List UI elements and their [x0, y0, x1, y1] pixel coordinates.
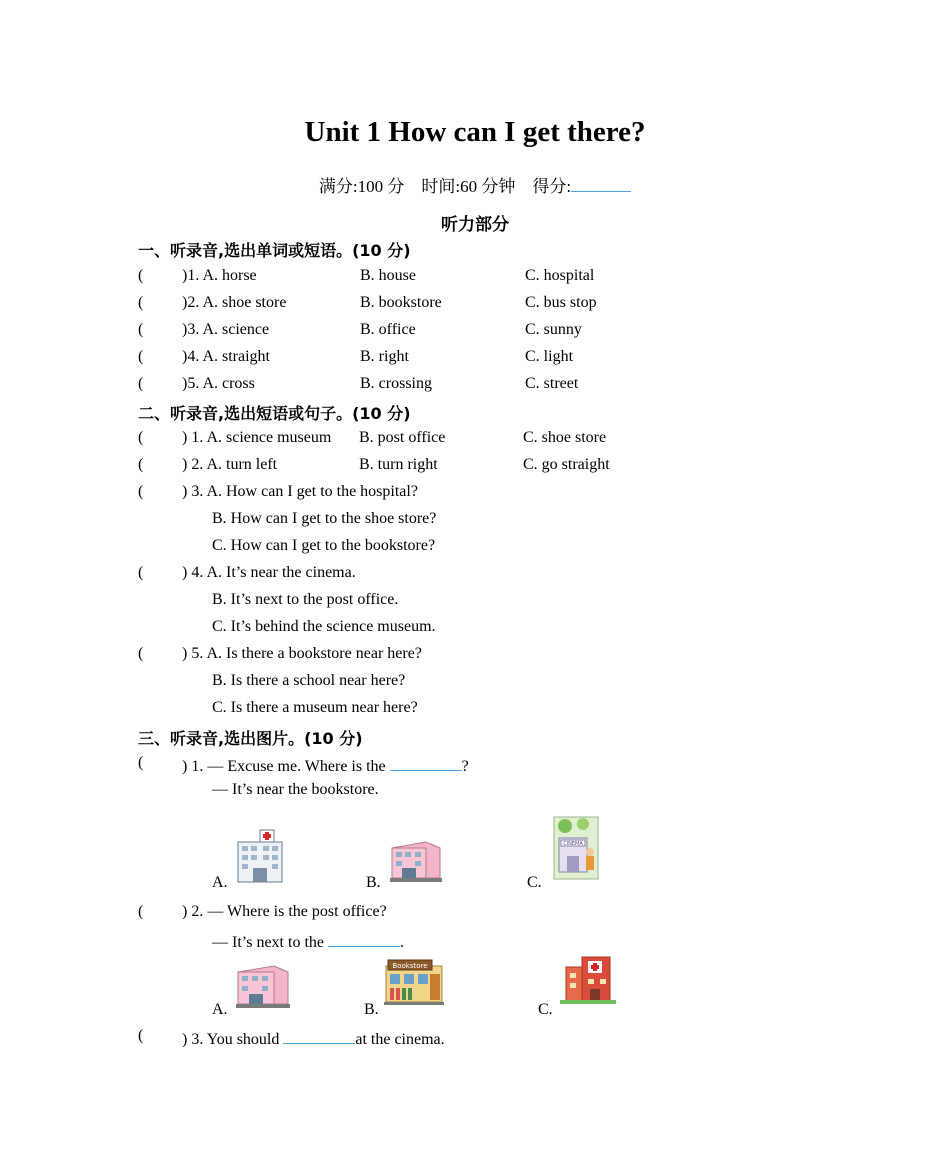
answer-paren[interactable]: ( — [138, 348, 144, 365]
answer-paren[interactable]: ( — [138, 483, 144, 500]
s3-q1-label-c: C. — [527, 874, 542, 891]
s3-q2-end: . — [399, 934, 404, 951]
score-blank[interactable] — [571, 175, 631, 192]
s3-q3-text: ) 3. You should — [182, 1031, 284, 1048]
answer-paren[interactable]: ( — [138, 321, 144, 338]
s2-q1-option-a: ) 1. A. science museum — [182, 429, 332, 446]
answer-paren[interactable]: ( — [138, 375, 144, 392]
s1-q3-option-b: B. office — [360, 321, 416, 338]
hospital-image[interactable] — [234, 828, 286, 884]
s2-q5-option-a: ) 5. A. Is there a bookstore near here? — [182, 645, 422, 662]
s1-q2-option-b: B. bookstore — [360, 294, 442, 311]
s2-q3-option-c: C. How can I get to the bookstore? — [212, 537, 436, 554]
exam-info — [0, 172, 950, 197]
answer-paren[interactable]: ( — [138, 645, 144, 662]
s2-q3-option-a: ) 3. A. How can I get to the hospital? — [182, 483, 418, 500]
s2-q4-option-c: C. It’s behind the science museum. — [212, 618, 436, 635]
answer-paren[interactable]: ( — [138, 564, 144, 581]
s1-q3-option-c: C. sunny — [525, 321, 582, 338]
page-title: Unit 1 How can I get there? — [304, 116, 646, 148]
pink-building-image[interactable] — [388, 838, 444, 884]
s2-q1-option-b: B. post office — [359, 429, 446, 446]
score-label: 得分: — [532, 177, 572, 196]
s2-q2-option-c: C. go straight — [523, 456, 610, 473]
bookstore-image[interactable] — [384, 958, 444, 1006]
time-label: 时间:60 分钟 — [421, 177, 516, 196]
s1-q5-option-a: )5. A. cross — [182, 375, 255, 392]
answer-paren[interactable]: ( — [138, 267, 144, 284]
s3-q2-label-a: A. — [212, 1001, 228, 1018]
answer-paren[interactable]: ( — [138, 754, 144, 771]
answer-paren[interactable]: ( — [138, 429, 144, 446]
s2-q2-option-b: B. turn right — [359, 456, 438, 473]
cinema-sign: CINEMA — [563, 841, 583, 847]
s3-q1-end: ? — [461, 758, 469, 775]
s1-q1-option-b: B. house — [360, 267, 416, 284]
s1-q2-option-a: )2. A. shoe store — [182, 294, 287, 311]
s1-q4-option-a: )4. A. straight — [182, 348, 270, 365]
listening-part-title: 听力部分 — [441, 215, 509, 235]
s2-q1-option-c: C. shoe store — [523, 429, 607, 446]
s2-q2-option-a: ) 2. A. turn left — [182, 456, 278, 473]
s3-q2-line1: ) 2. — Where is the post office? — [182, 903, 387, 920]
s1-q4-option-b: B. right — [360, 348, 409, 365]
s3-q2-line2 — [212, 930, 404, 952]
s1-q5-option-c: C. street — [525, 375, 579, 392]
s1-q4-option-c: C. light — [525, 348, 574, 365]
answer-paren[interactable]: ( — [138, 1027, 144, 1044]
fill-blank[interactable] — [283, 1027, 355, 1044]
s3-q3-line1 — [182, 1027, 445, 1049]
section-1-heading: 一、听录音,选出单词或短语。(10 分) — [138, 241, 411, 260]
s1-q2-option-c: C. bus stop — [525, 294, 597, 311]
s2-q4-option-a: ) 4. A. It’s near the cinema. — [182, 564, 356, 581]
s2-q4-option-b: B. It’s next to the post office. — [212, 591, 399, 608]
s3-q1-line2: — It’s near the bookstore. — [212, 781, 379, 798]
s1-q5-option-b: B. crossing — [360, 375, 432, 392]
fill-blank[interactable] — [390, 754, 462, 771]
full-score-label: 满分:100 分 — [318, 177, 405, 196]
section-3-heading: 三、听录音,选出图片。(10 分) — [138, 729, 363, 748]
bookstore-sign: Bookstore — [392, 962, 428, 970]
s2-q5-option-b: B. Is there a school near here? — [212, 672, 406, 689]
section-2-heading: 二、听录音,选出短语或句子。(10 分) — [138, 404, 411, 423]
s3-q2-label-c: C. — [538, 1001, 553, 1018]
s2-q3-option-b: B. How can I get to the shoe store? — [212, 510, 437, 527]
s3-q3-end: at the cinema. — [355, 1031, 445, 1048]
cinema-image[interactable] — [553, 816, 599, 880]
s1-q1-option-c: C. hospital — [525, 267, 595, 284]
s1-q1-option-a: )1. A. horse — [182, 267, 257, 284]
pink-building-image[interactable] — [234, 962, 292, 1010]
s1-q3-option-a: )3. A. science — [182, 321, 270, 338]
s3-q1-text: ) 1. — Excuse me. Where is the — [182, 758, 390, 775]
answer-paren[interactable]: ( — [138, 903, 144, 920]
answer-paren[interactable]: ( — [138, 456, 144, 473]
s3-q1-label-a: A. — [212, 874, 228, 891]
s3-q2-label-b: B. — [364, 1001, 379, 1018]
s2-q5-option-c: C. Is there a museum near here? — [212, 699, 418, 716]
answer-paren[interactable]: ( — [138, 294, 144, 311]
s3-q2-text: — It’s next to the — [212, 934, 328, 951]
s3-q1-line1 — [182, 754, 469, 776]
fill-blank[interactable] — [328, 930, 400, 947]
hospital-image[interactable] — [560, 953, 616, 1005]
s3-q1-label-b: B. — [366, 874, 381, 891]
